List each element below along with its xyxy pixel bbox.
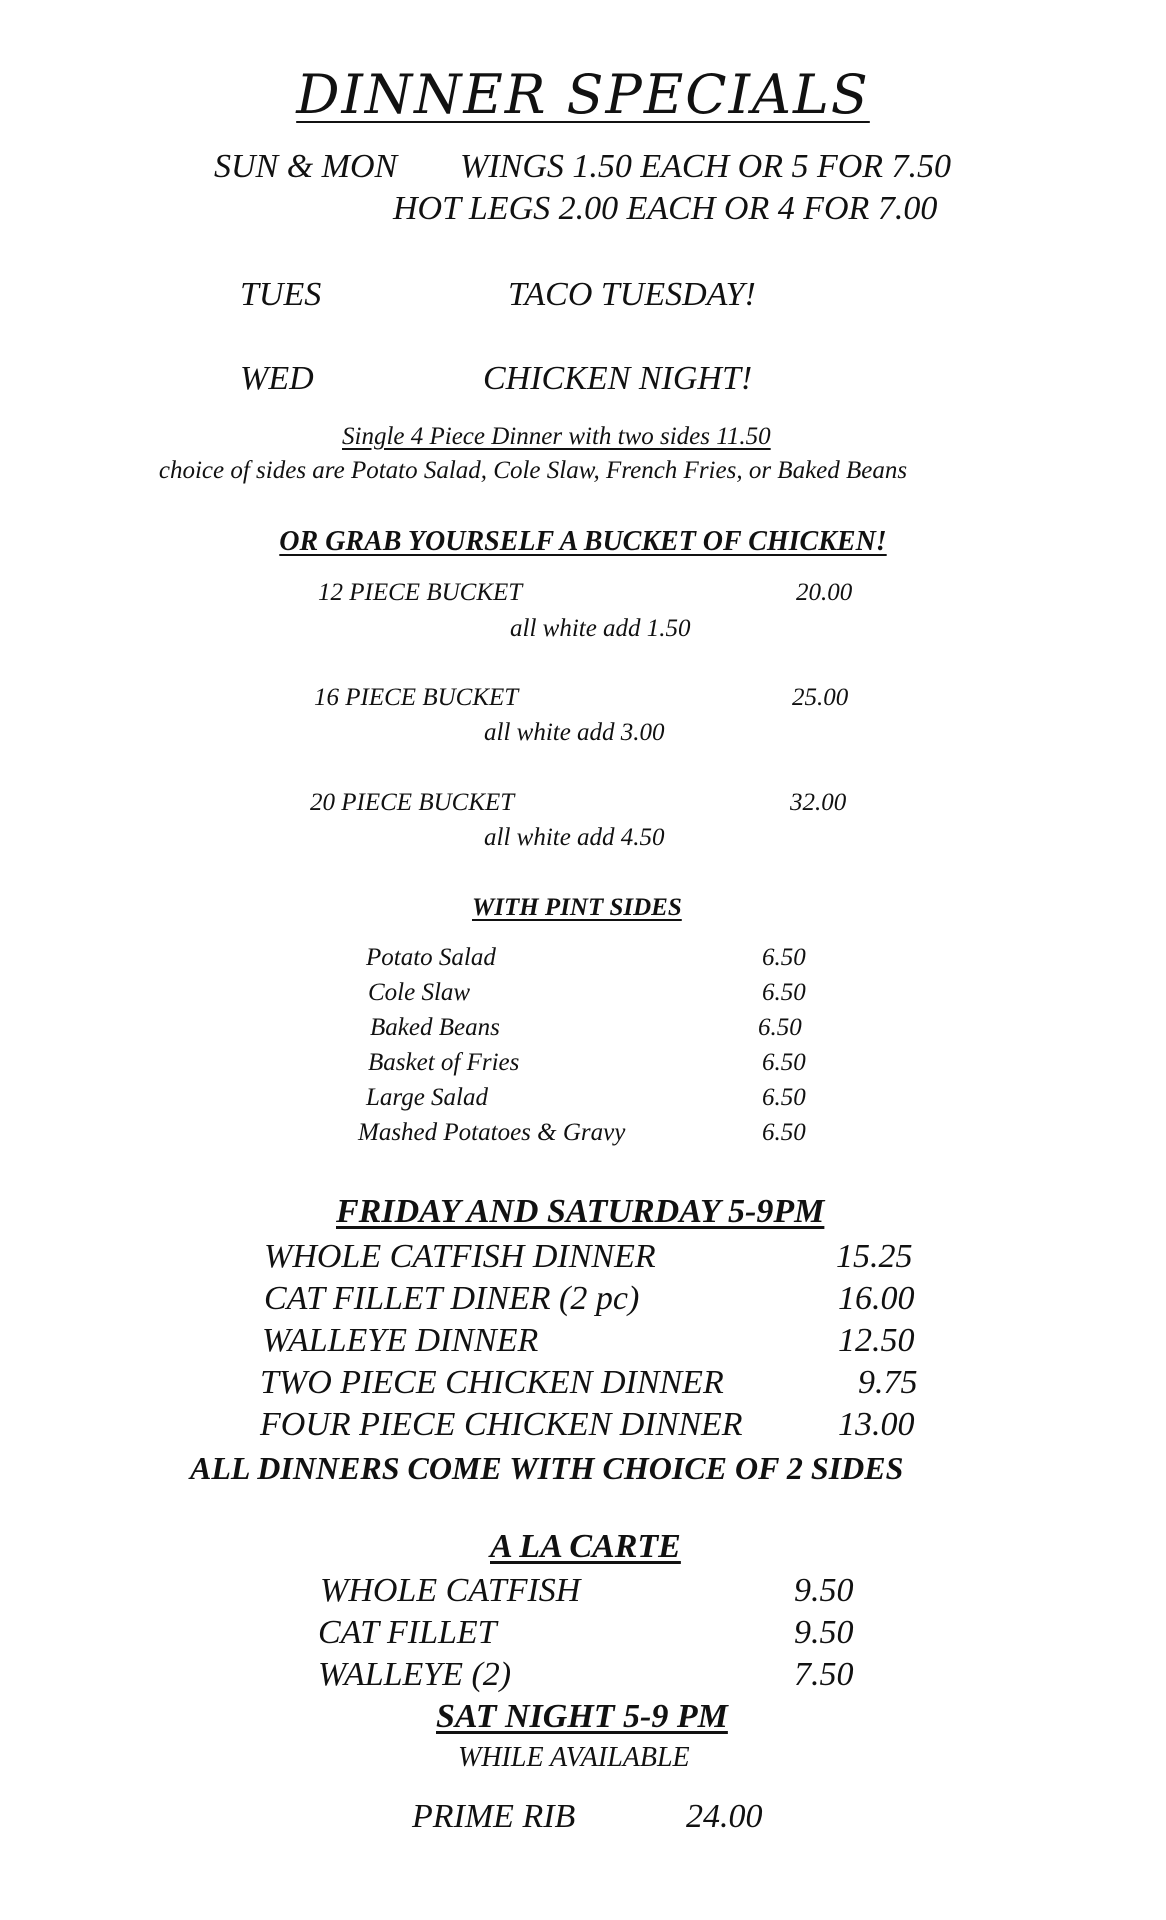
page-title: DINNER SPECIALS xyxy=(296,63,870,126)
fri-sat-item-name: CAT FILLET DINER (2 pc) xyxy=(264,1280,640,1317)
pint-side-name: Large Salad xyxy=(366,1084,488,1111)
prime-rib-name: PRIME RIB xyxy=(412,1798,576,1835)
fri-sat-item-price: 9.75 xyxy=(858,1364,918,1401)
pint-side-price: 6.50 xyxy=(762,1119,806,1146)
pint-side-price: 6.50 xyxy=(762,1084,806,1111)
pint-sides-heading: WITH PINT SIDES xyxy=(472,894,682,921)
pint-side-name: Baked Beans xyxy=(370,1014,500,1041)
bucket-20-name: 20 PIECE BUCKET xyxy=(310,789,515,816)
tues-special: TACO TUESDAY! xyxy=(508,276,756,313)
pint-side-name: Potato Salad xyxy=(366,944,496,971)
fri-sat-item-name: WHOLE CATFISH DINNER xyxy=(264,1238,656,1275)
sun-mon-hot-legs: HOT LEGS 2.00 EACH OR 4 FOR 7.00 xyxy=(393,190,938,227)
wed-special: CHICKEN NIGHT! xyxy=(483,360,753,397)
pint-side-name: Mashed Potatoes & Gravy xyxy=(358,1119,626,1146)
pint-side-price: 6.50 xyxy=(762,979,806,1006)
a-la-carte-item-price: 9.50 xyxy=(794,1572,854,1609)
a-la-carte-heading: A LA CARTE xyxy=(490,1528,681,1565)
a-la-carte-item-name: WALLEYE (2) xyxy=(318,1656,512,1693)
tues-day: TUES xyxy=(240,276,322,313)
bucket-heading: OR GRAB YOURSELF A BUCKET OF CHICKEN! xyxy=(279,526,887,557)
fri-sat-item-price: 12.50 xyxy=(838,1322,915,1359)
bucket-12-white: all white add 1.50 xyxy=(510,615,691,642)
a-la-carte-item-name: WHOLE CATFISH xyxy=(320,1572,581,1609)
a-la-carte-item-price: 9.50 xyxy=(794,1614,854,1651)
bucket-16-white: all white add 3.00 xyxy=(484,719,665,746)
bucket-16-price: 25.00 xyxy=(792,684,849,711)
pint-side-name: Basket of Fries xyxy=(368,1049,520,1076)
sides-note: choice of sides are Potato Salad, Cole Slaw, French Fries, or Baked Beans xyxy=(158,457,908,484)
pint-side-price: 6.50 xyxy=(762,944,806,971)
prime-rib-price: 24.00 xyxy=(686,1798,763,1835)
bucket-20-white: all white add 4.50 xyxy=(484,824,665,851)
pint-side-price: 6.50 xyxy=(762,1049,806,1076)
fri-sat-item-name: WALLEYE DINNER xyxy=(262,1322,539,1359)
bucket-12-name: 12 PIECE BUCKET xyxy=(318,579,523,606)
bucket-16-name: 16 PIECE BUCKET xyxy=(314,684,519,711)
fri-sat-item-name: TWO PIECE CHICKEN DINNER xyxy=(260,1364,724,1401)
sat-night-note: WHILE AVAILABLE xyxy=(458,1742,690,1773)
fri-sat-item-price: 15.25 xyxy=(836,1238,913,1275)
fri-sat-item-name: FOUR PIECE CHICKEN DINNER xyxy=(260,1406,743,1443)
a-la-carte-item-name: CAT FILLET xyxy=(318,1614,497,1651)
a-la-carte-item-price: 7.50 xyxy=(794,1656,854,1693)
wed-day: WED xyxy=(240,360,314,397)
single-dinner-line: Single 4 Piece Dinner with two sides 11.50 xyxy=(342,423,771,450)
fri-sat-heading: FRIDAY AND SATURDAY 5-9PM xyxy=(336,1193,825,1230)
pint-side-price: 6.50 xyxy=(758,1014,802,1041)
fri-sat-item-price: 16.00 xyxy=(838,1280,915,1317)
sun-mon-wings: WINGS 1.50 EACH OR 5 FOR 7.50 xyxy=(460,148,952,185)
bucket-12-price: 20.00 xyxy=(796,579,853,606)
bucket-20-price: 32.00 xyxy=(790,789,847,816)
fri-sat-note: ALL DINNERS COME WITH CHOICE OF 2 SIDES xyxy=(190,1450,904,1486)
sat-night-heading: SAT NIGHT 5-9 PM xyxy=(436,1698,728,1735)
fri-sat-item-price: 13.00 xyxy=(838,1406,915,1443)
sun-mon-day: SUN & MON xyxy=(214,148,398,185)
pint-side-name: Cole Slaw xyxy=(368,979,471,1006)
